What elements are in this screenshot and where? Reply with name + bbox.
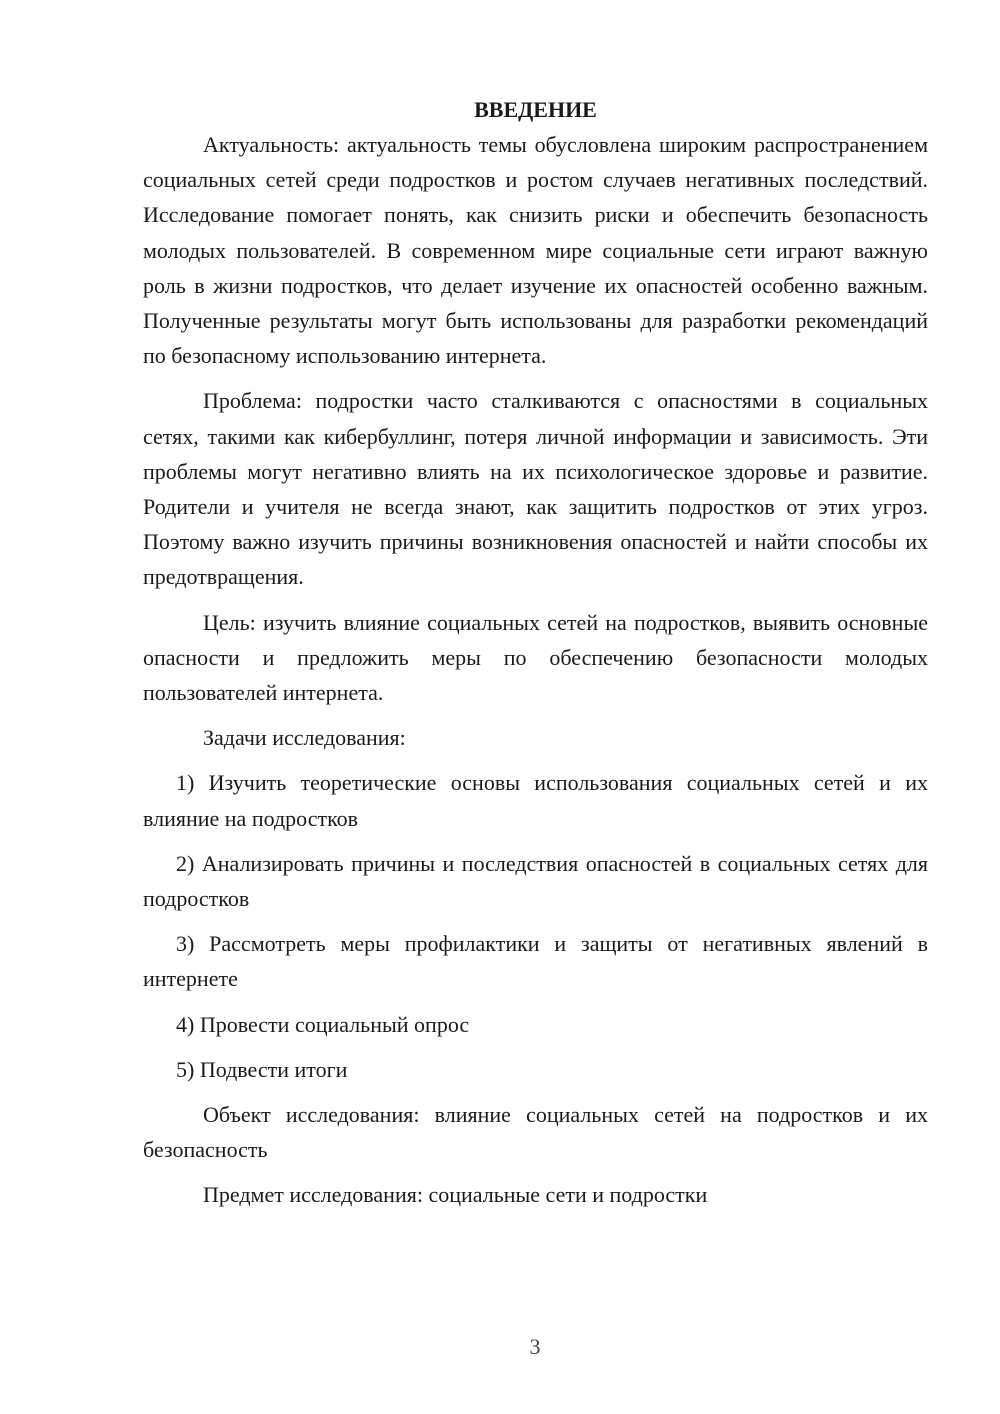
- paragraph-goal: Цель: изучить влияние социальных сетей на подростков, выявить основные опасности и предложить меры по обеспечению безопасности молодых пользователей интернета.: [143, 609, 928, 706]
- task-item-2: 2) Анализировать причины и последствия опасностей в социальных сетях для подростков: [143, 850, 928, 912]
- task-item-3: 3) Рассмотреть меры профилактики и защиты от негативных явлений в интернете: [143, 931, 928, 992]
- page-number: 3: [529, 1334, 541, 1359]
- task-item-1: 1) Изучить теоретические основы использования социальных сетей и их влияние на подростков: [143, 770, 928, 831]
- task-item-4: 4) Провести социальный опрос: [176, 1011, 470, 1037]
- paragraph-relevance: Актуальность: актуальность темы обусловлена широким распространением социальных сетей среди подростков и ростом случаев негативных последствий. Исследование помогает понять, как снизить риски и обеспечить безопасность молодых пользователей. В современном мире социальные сети играют важную роль в жизни подростков, что делает изучение их опасностей особенно важным. Полученные результаты могут быть использованы для разработки рекомендаций по безопасному использованию интернета.: [143, 132, 928, 369]
- paragraph-tasks-heading: Задачи исследования:: [203, 725, 406, 751]
- section-heading: ВВЕДЕНИЕ: [474, 97, 597, 122]
- paragraph-problem: Проблема: подростки часто сталкиваются с опасностями в социальных сетях, такими как кибербуллинг, потеря личной информации и зависимость. Эти проблемы могут негативно влиять на их психологическое здоровье и развитие. Родители и учителя не всегда знают, как защитить подростков от этих угроз. Поэтому важно изучить причины возникновения опасностей и найти способы их предотвращения.: [143, 388, 928, 590]
- paragraph-object: Объект исследования: влияние социальных сетей на подростков и их безопасность: [143, 1102, 928, 1163]
- paragraph-subject: Предмет исследования: социальные сети и подростки: [203, 1182, 708, 1208]
- document-page: [143, 92, 928, 1213]
- task-item-5: 5) Подвести итоги: [176, 1056, 348, 1082]
